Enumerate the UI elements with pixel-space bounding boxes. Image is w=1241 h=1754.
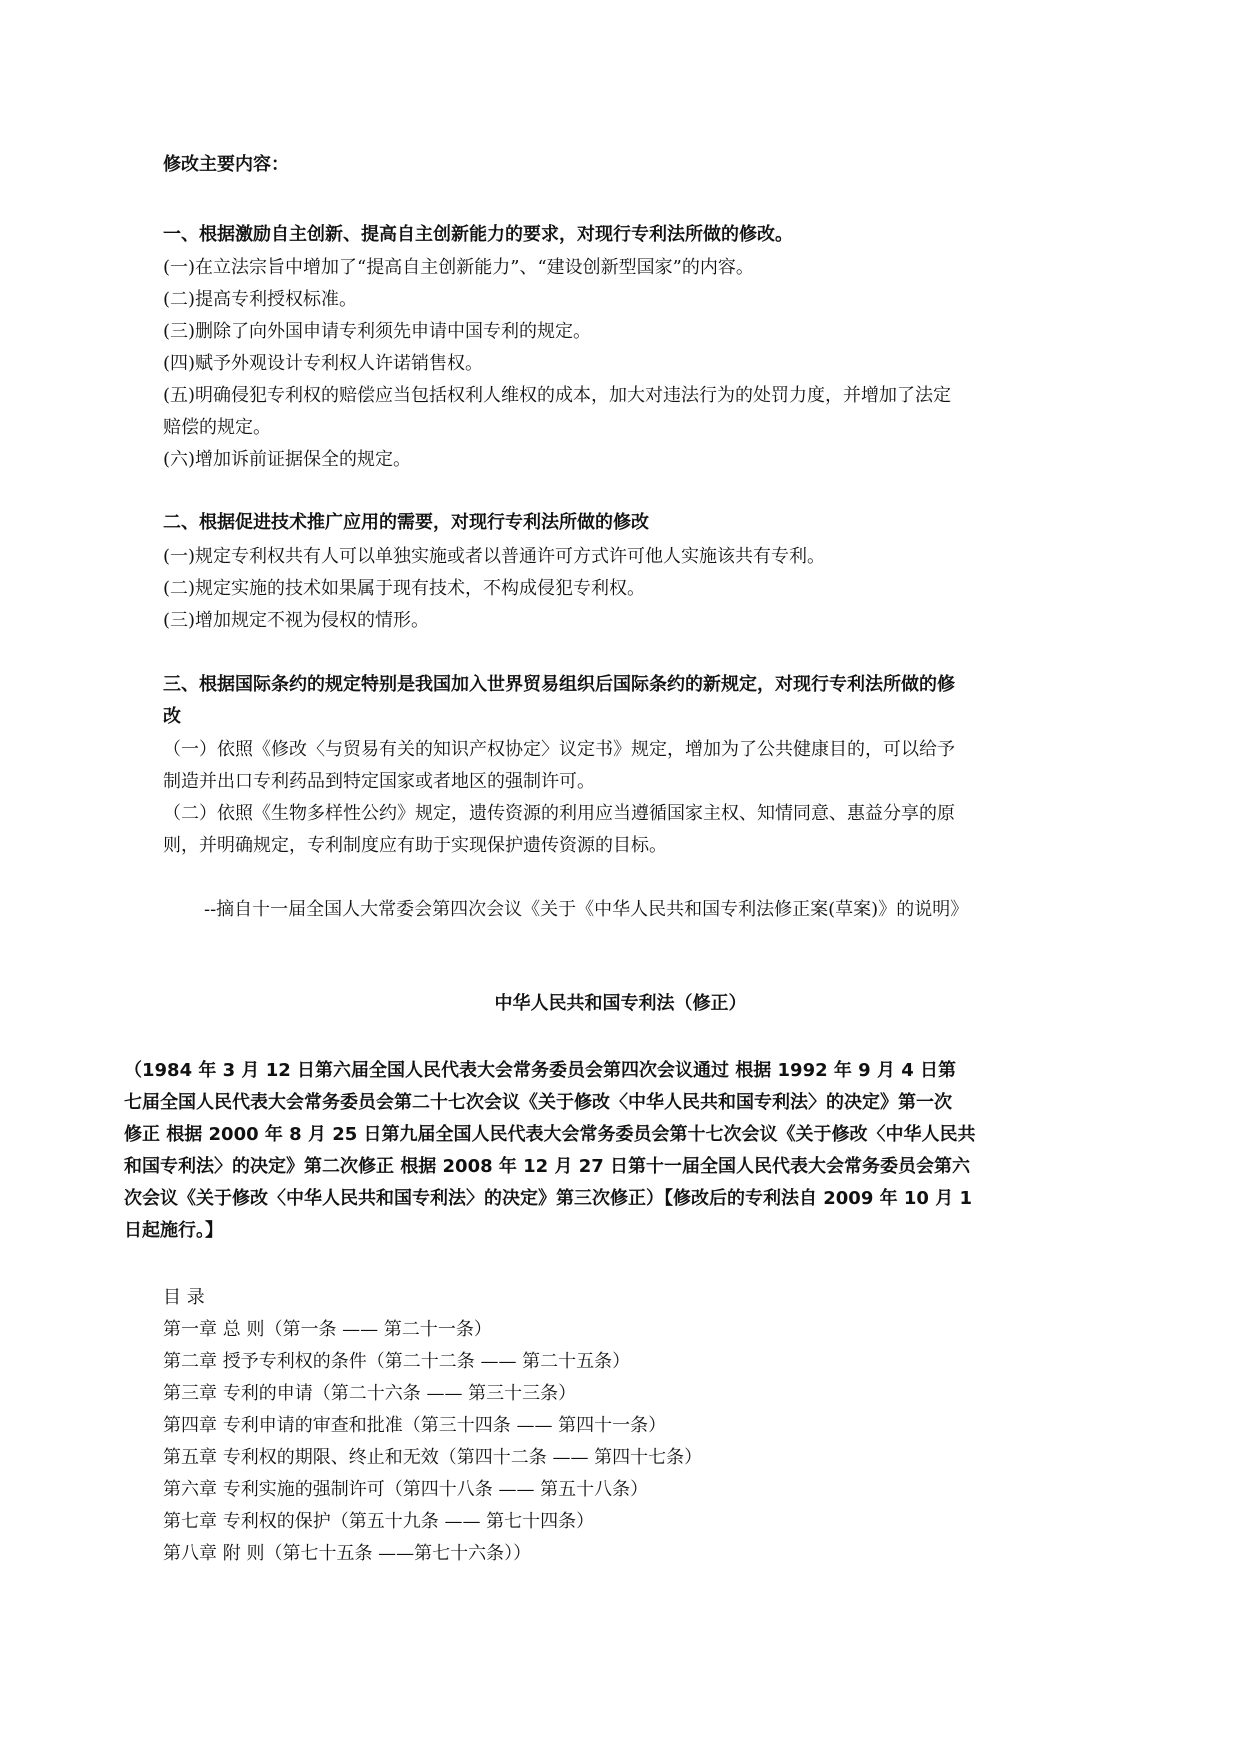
section1-item: 赔偿的规定。 [163, 417, 271, 438]
law-history-line: 修正 根据 2000 年 8 月 25 日第九届全国人民代表大会常务委员会第十七次会议《关于修改〈中华人民共 [124, 1124, 976, 1145]
section2-item: (二)规定实施的技术如果属于现有技术，不构成侵犯专利权。 [163, 578, 646, 599]
section3-heading: 三、根据国际条约的规定特别是我国加入世界贸易组织后国际条约的新规定，对现行专利法所做的修 [163, 674, 955, 695]
section1-item: (三)删除了向外国申请专利须先申请中国专利的规定。 [163, 321, 592, 342]
section1-item: (一)在立法宗旨中增加了“提高自主创新能力”、“建设创新型国家”的内容。 [163, 257, 754, 278]
section1-item: (六)增加诉前证据保全的规定。 [163, 449, 412, 470]
section3-item: 制造并出口专利药品到特定国家或者地区的强制许可。 [163, 771, 595, 792]
section2-item: (三)增加规定不视为侵权的情形。 [163, 610, 430, 631]
section2-heading: 二、根据促进技术推广应用的需要，对现行专利法所做的修改 [163, 512, 649, 533]
section3-item: （二）依照《生物多样性公约》规定，遗传资源的利用应当遵循国家主权、知情同意、惠益分享的原 [163, 803, 955, 824]
section1-item: (四)赋予外观设计专利权人许诺销售权。 [163, 353, 484, 374]
toc-chapter: 第六章 专利实施的强制许可（第四十八条 —— 第五十八条） [163, 1479, 649, 1500]
toc-chapter: 第二章 授予专利权的条件（第二十二条 —— 第二十五条） [163, 1351, 631, 1372]
toc-chapter: 第八章 附 则（第七十五条 ——第七十六条）） [163, 1543, 532, 1564]
toc-chapter: 第一章 总 则（第一条 —— 第二十一条） [163, 1319, 492, 1340]
law-history-line: 次会议《关于修改〈中华人民共和国专利法〉的决定》第三次修正）【修改后的专利法自 2009 年 10 月 1 [124, 1188, 972, 1209]
toc-heading: 目 录 [163, 1287, 205, 1308]
law-title: 中华人民共和国专利法（修正） [494, 993, 747, 1014]
section1-item: (五)明确侵犯专利权的赔偿应当包括权利人维权的成本，加大对违法行为的处罚力度，并增加了法定 [163, 385, 952, 406]
toc-chapter: 第五章 专利权的期限、终止和无效（第四十二条 —— 第四十七条） [163, 1447, 703, 1468]
law-history-line: 七届全国人民代表大会常务委员会第二十七次会议《关于修改〈中华人民共和国专利法〉的决定》第一次 [124, 1092, 952, 1113]
law-history-line: 和国专利法〉的决定》第二次修正 根据 2008 年 12 月 27 日第十一届全国人民代表大会常务委员会第六 [124, 1156, 971, 1177]
toc-chapter: 第三章 专利的申请（第二十六条 —— 第三十三条） [163, 1383, 577, 1404]
law-history-line: 日起施行。】 [124, 1220, 223, 1241]
section1-heading: 一、根据激励自主创新、提高自主创新能力的要求，对现行专利法所做的修改。 [163, 224, 793, 245]
section3-item: 则，并明确规定，专利制度应有助于实现保护遗传资源的目标。 [163, 835, 667, 856]
intro-heading: 修改主要内容： [163, 154, 289, 175]
source-note: --摘自十一届全国人大常委会第四次会议《关于《中华人民共和国专利法修正案(草案)》的说明》 [204, 899, 969, 920]
section3-heading-cont: 改 [163, 706, 181, 727]
section3-item: （一）依照《修改〈与贸易有关的知识产权协定〉议定书》规定，增加为了公共健康目的，可以给予 [163, 739, 955, 760]
law-history-line: （1984 年 3 月 12 日第六届全国人民代表大会常务委员会第四次会议通过 根据 1992 年 9 月 4 日第 [124, 1060, 957, 1081]
section1-item: (二)提高专利授权标准。 [163, 289, 358, 310]
toc-chapter: 第四章 专利申请的审查和批准（第三十四条 —— 第四十一条） [163, 1415, 667, 1436]
section2-item: (一)规定专利权共有人可以单独实施或者以普通许可方式许可他人实施该共有专利。 [163, 546, 826, 567]
toc-chapter: 第七章 专利权的保护（第五十九条 —— 第七十四条） [163, 1511, 595, 1532]
